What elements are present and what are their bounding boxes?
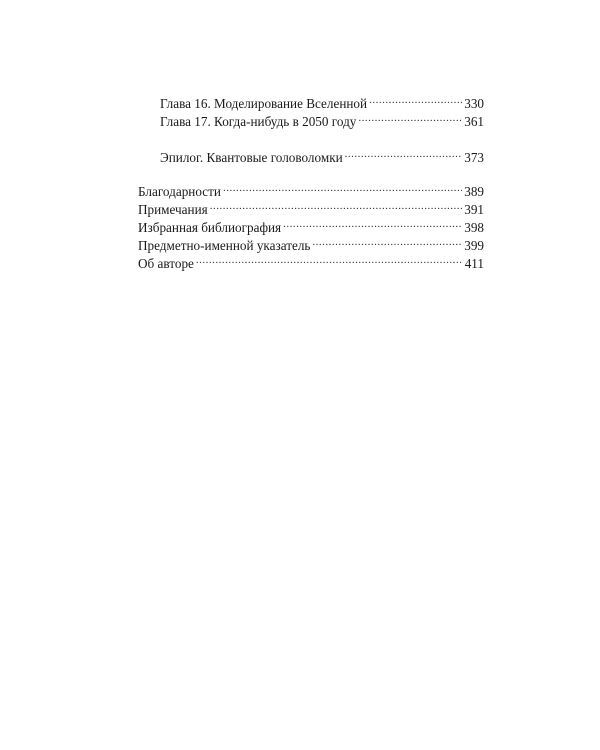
toc-entry-acknowledgements xyxy=(138,178,484,199)
toc-entry-title: Глава 16. Моделирование Вселенной xyxy=(160,96,368,111)
dot-leader xyxy=(312,232,462,250)
dot-leader xyxy=(358,108,462,126)
toc-entry-page: 398 xyxy=(464,220,484,235)
toc-entry-page: 411 xyxy=(464,256,484,271)
table-of-contents xyxy=(138,90,484,271)
toc-entry-title: Об авторе xyxy=(138,256,194,271)
toc-entry-page: 330 xyxy=(464,96,484,111)
toc-entry-page: 399 xyxy=(464,238,484,253)
toc-entry-page: 361 xyxy=(464,114,484,129)
toc-entry-title: Предметно-именной указатель xyxy=(138,238,311,253)
toc-entry-page: 391 xyxy=(464,202,484,217)
dot-leader xyxy=(223,178,462,196)
dot-leader xyxy=(196,250,463,268)
toc-entry-epilogue xyxy=(138,144,484,165)
toc-entry-page: 389 xyxy=(464,184,484,199)
toc-entry-title: Эпилог. Квантовые головоломки xyxy=(160,150,343,165)
dot-leader xyxy=(210,196,463,214)
toc-entry-chapter-16 xyxy=(138,90,484,111)
toc-entry-title: Примечания xyxy=(138,202,208,217)
toc-entry-title: Глава 17. Когда-нибудь в 2050 году xyxy=(160,114,357,129)
dot-leader xyxy=(369,90,462,108)
dot-leader xyxy=(345,144,463,162)
toc-entry-title: Избранная библиография xyxy=(138,220,282,235)
toc-entry-title: Благодарности xyxy=(138,184,221,199)
toc-entry-page: 373 xyxy=(464,150,484,165)
dot-leader xyxy=(283,214,462,232)
